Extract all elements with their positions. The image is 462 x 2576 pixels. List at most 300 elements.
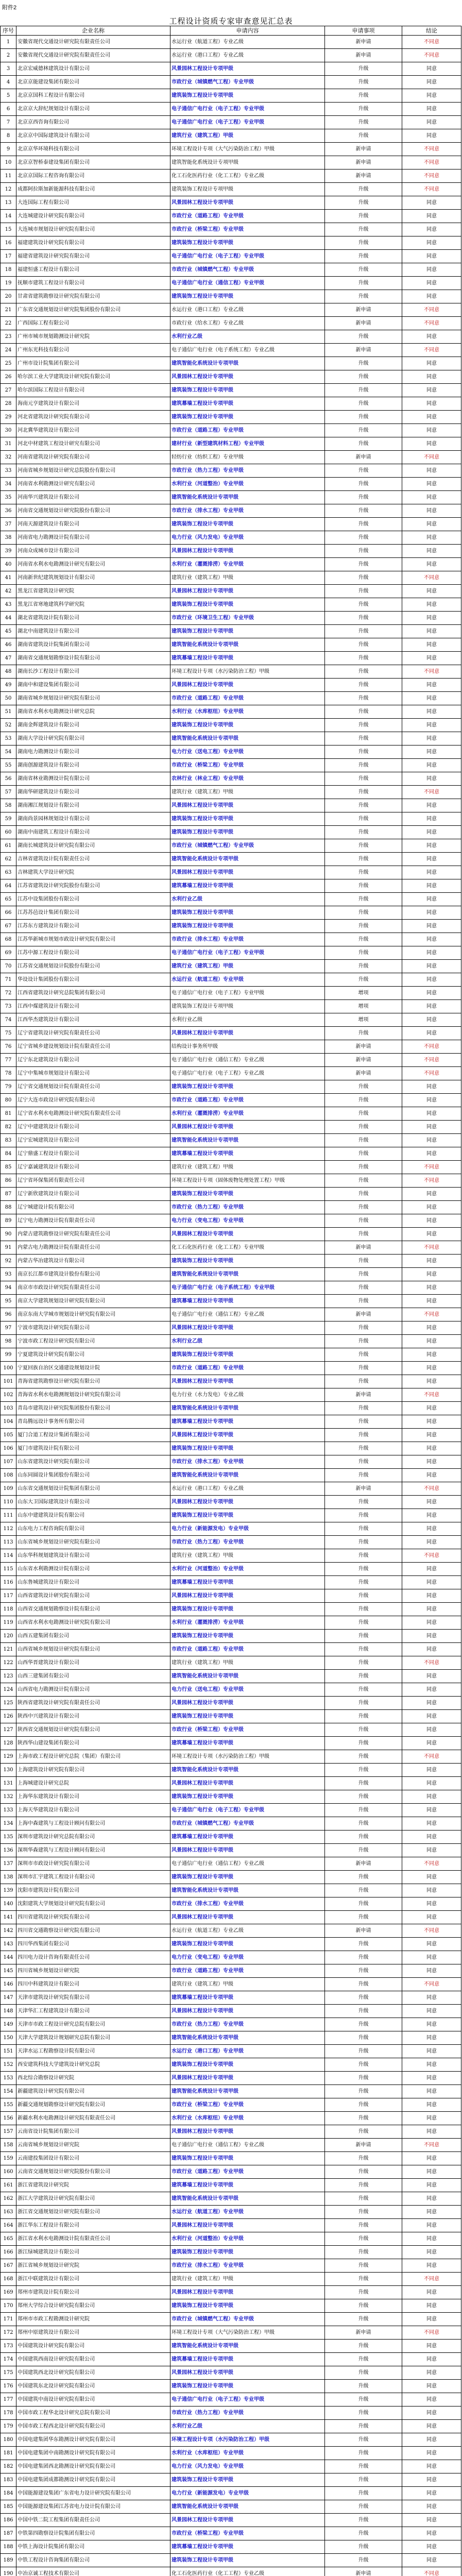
- table-row: [1, 464, 461, 478]
- application-content-cell: 建筑幕墙工程设计专项甲级: [170, 2540, 325, 2554]
- row-number: 69: [1, 946, 16, 960]
- application-type-cell: 升级: [325, 1429, 402, 1442]
- row-number: 24: [1, 344, 16, 357]
- row-number: 33: [1, 464, 16, 478]
- table-row: [1, 1589, 461, 1603]
- table-row: [1, 2393, 461, 2406]
- table-row: [1, 250, 461, 263]
- conclusion-cell: 不同意: [402, 1978, 461, 1991]
- application-type-cell: 升级: [325, 558, 402, 571]
- conclusion-cell: 同意: [402, 478, 461, 491]
- conclusion-cell: 同意: [402, 330, 461, 344]
- application-content-cell: 建筑装饰工程设计专项甲级: [170, 1790, 325, 1804]
- application-type-cell: 升级: [325, 1630, 402, 1643]
- company-name-cell: 湖南中和建设集团有限公司: [16, 679, 170, 692]
- application-type-cell: 升级: [325, 638, 402, 652]
- row-number: 137: [1, 1857, 16, 1871]
- application-content-cell: 建筑幕墙工程设计专项甲级: [170, 1415, 325, 1429]
- conclusion-cell: 同意: [402, 2072, 461, 2085]
- application-type-cell: 升级: [325, 1991, 402, 2005]
- row-number: 82: [1, 1121, 16, 1134]
- application-type-cell: 升级: [325, 1268, 402, 1281]
- table-row: [1, 424, 461, 437]
- table-row: [1, 129, 461, 143]
- application-type-cell: 升级: [325, 946, 402, 960]
- application-content-cell: 市政行业（热力工程）专业甲级: [170, 464, 325, 478]
- application-type-cell: 升级: [325, 2514, 402, 2527]
- company-name-cell: 厦门市建筑设计院有限公司: [16, 1442, 170, 1455]
- conclusion-cell: 同意: [402, 1228, 461, 1241]
- table-row: [1, 491, 461, 504]
- table-row: [1, 1482, 461, 1496]
- application-content-cell: 水利行业（河道整治）专业甲级: [170, 1563, 325, 1576]
- application-content-cell: 建筑装饰工程设计专项甲级: [170, 1188, 325, 1201]
- table-row: [1, 812, 461, 826]
- conclusion-cell: 同意: [402, 1255, 461, 1268]
- row-number: 27: [1, 384, 16, 397]
- row-number: 45: [1, 625, 16, 638]
- conclusion-cell: 不同意: [402, 49, 461, 62]
- application-content-cell: 农林行业（林业工程）专业甲级: [170, 772, 325, 786]
- company-name-cell: 郑州市市政工程勘测设计研究院: [16, 2313, 170, 2326]
- application-content-cell: 水运行业（港口工程）专业乙级: [170, 1482, 325, 1496]
- company-name-cell: 上海天华建筑设计有限公司: [16, 1804, 170, 1817]
- conclusion-cell: 同意: [402, 2487, 461, 2500]
- table-row: [1, 625, 461, 638]
- application-type-cell: 升级: [325, 2487, 402, 2500]
- row-number: 105: [1, 1429, 16, 1442]
- company-name-cell: 河北省建筑设计研究院有限公司: [16, 411, 170, 424]
- company-name-cell: 浙江省水利水电勘测设计院有限责任公司: [16, 2232, 170, 2246]
- row-number: 118: [1, 1603, 16, 1616]
- row-number: 20: [1, 290, 16, 303]
- application-content-cell: 电力行业（新能源发电）专业甲级: [170, 1522, 325, 1536]
- table-row: [1, 1442, 461, 1455]
- application-type-cell: 新申请: [325, 317, 402, 330]
- conclusion-cell: 同意: [402, 1884, 461, 1897]
- company-name-cell: 河南省建筑设计研究院有限公司: [16, 451, 170, 464]
- conclusion-cell: 同意: [402, 2473, 461, 2487]
- application-type-cell: 升级: [325, 2393, 402, 2406]
- application-content-cell: 建筑智能化系统设计专项甲级: [170, 2500, 325, 2514]
- application-content-cell: 水利行业（灌溉排涝）专业甲级: [170, 1107, 325, 1121]
- company-name-cell: 广西国际工程有限公司: [16, 317, 170, 330]
- conclusion-cell: 同意: [402, 437, 461, 451]
- company-name-cell: 宁波市政工程设计研究院有限公司: [16, 1335, 170, 1348]
- company-name-cell: 安徽省现代交通设计研究院有限责任公司: [16, 36, 170, 49]
- row-number: 63: [1, 866, 16, 879]
- company-name-cell: 湖南省水利水电勘测设计研究总院: [16, 705, 170, 719]
- row-number: 186: [1, 2514, 16, 2527]
- conclusion-cell: 同意: [402, 1188, 461, 1201]
- row-number: 80: [1, 1094, 16, 1107]
- table-row: [1, 1951, 461, 1964]
- company-name-cell: 浙江省城乡规划设计研究院: [16, 2259, 170, 2273]
- table-row: [1, 2219, 461, 2232]
- application-type-cell: 升级: [325, 411, 402, 424]
- conclusion-cell: 同意: [402, 973, 461, 987]
- row-number: 15: [1, 223, 16, 236]
- conclusion-cell: 同意: [402, 250, 461, 263]
- company-name-cell: 浙江绿城建筑设计有限公司: [16, 2246, 170, 2259]
- application-type-cell: 升级: [325, 732, 402, 745]
- table-row: [1, 1308, 461, 1321]
- row-number: 56: [1, 772, 16, 786]
- company-name-cell: 郑州中原建筑设计有限公司: [16, 2326, 170, 2340]
- table-row: [1, 1174, 461, 1188]
- application-type-cell: 升级: [325, 1455, 402, 1469]
- application-content-cell: 水利行业（灌溉排涝）专业甲级: [170, 1616, 325, 1630]
- row-number: 116: [1, 1576, 16, 1589]
- application-content-cell: 建筑行业（建筑工程）甲级: [170, 786, 325, 799]
- row-number: 93: [1, 1268, 16, 1281]
- row-number: 122: [1, 1656, 16, 1670]
- row-number: 90: [1, 1228, 16, 1241]
- company-name-cell: 河南华兴建筑设计有限公司: [16, 491, 170, 504]
- application-content-cell: 水利行业乙级: [170, 1013, 325, 1027]
- company-name-cell: 湖南创源建筑设计有限公司: [16, 759, 170, 772]
- conclusion-cell: 同意: [402, 1107, 461, 1121]
- company-name-cell: 河南省城乡规划设计研究总院股份有限公司: [16, 464, 170, 478]
- conclusion-cell: 同意: [402, 2313, 461, 2326]
- application-content-cell: 风景园林工程设计专项甲级: [170, 1375, 325, 1388]
- application-content-cell: 建筑智能化系统设计专项甲级: [170, 1469, 325, 1482]
- row-number: 169: [1, 2286, 16, 2299]
- application-content-cell: 风景园林工程设计专项甲级: [170, 1589, 325, 1603]
- application-content-cell: 化工石化医药行业（化工工程）专业乙级: [170, 170, 325, 183]
- conclusion-cell: 同意: [402, 2192, 461, 2206]
- document-title: 工程设计资质专家审查意见汇总表: [169, 16, 293, 26]
- company-name-cell: 河南天源建筑设计有限公司: [16, 518, 170, 531]
- conclusion-cell: 同意: [402, 2380, 461, 2393]
- application-type-cell: 升级: [325, 2165, 402, 2179]
- row-number: 67: [1, 920, 16, 933]
- conclusion-cell: 同意: [402, 1536, 461, 1549]
- company-name-cell: 四川电力设计咨询有限责任公司: [16, 1951, 170, 1964]
- company-name-cell: 江苏中源工程设计有限公司: [16, 946, 170, 960]
- table-row: [1, 866, 461, 879]
- table-row: [1, 1630, 461, 1643]
- application-content-cell: 建筑装饰工程设计专项甲级: [170, 2380, 325, 2393]
- conclusion-cell: 同意: [402, 1335, 461, 1348]
- application-content-cell: 建筑智能化系统设计专项甲级: [170, 491, 325, 504]
- table-row: [1, 1697, 461, 1710]
- application-content-cell: 建筑装饰工程设计专项甲级: [170, 826, 325, 839]
- conclusion-cell: 同意: [402, 1643, 461, 1656]
- table-row: [1, 2058, 461, 2072]
- company-name-cell: 山西三建集团有限公司: [16, 1670, 170, 1683]
- application-content-cell: 建筑幕墙工程设计专项甲级: [170, 1295, 325, 1308]
- company-name-cell: 辽宁省城乡建设规划设计院有限责任公司: [16, 1040, 170, 1054]
- company-name-cell: 浙江省交通规划设计研究院有限公司: [16, 2206, 170, 2219]
- application-type-cell: 升级: [325, 719, 402, 732]
- table-row: [1, 1054, 461, 1067]
- application-content-cell: 市政行业（道路工程）专业甲级: [170, 1094, 325, 1107]
- company-name-cell: 中国电建集团成都勘测设计研究院有限公司: [16, 2473, 170, 2487]
- application-type-cell: 升级: [325, 1321, 402, 1335]
- application-content-cell: 建筑装饰工程设计专项甲级: [170, 625, 325, 638]
- conclusion-cell: 同意: [402, 2286, 461, 2299]
- conclusion-cell: 同意: [402, 1214, 461, 1228]
- table-row: [1, 1429, 461, 1442]
- table-row: [1, 1670, 461, 1683]
- table-row: [1, 1281, 461, 1295]
- application-content-cell: 建材行业（新型建筑材料工程）专业甲级: [170, 437, 325, 451]
- company-name-cell: 中国建筑中南设计研究院有限公司: [16, 2393, 170, 2406]
- row-number: 121: [1, 1643, 16, 1656]
- row-number: 29: [1, 411, 16, 424]
- conclusion-cell: 不同意: [402, 156, 461, 170]
- conclusion-cell: 同意: [402, 719, 461, 732]
- conclusion-cell: 同意: [402, 116, 461, 129]
- application-type-cell: 升级: [325, 464, 402, 478]
- table-row: [1, 1000, 461, 1013]
- conclusion-cell: 同意: [402, 1268, 461, 1281]
- conclusion-cell: 同意: [402, 62, 461, 76]
- conclusion-cell: 同意: [402, 2433, 461, 2447]
- row-number: 156: [1, 2112, 16, 2125]
- conclusion-cell: 同意: [402, 772, 461, 786]
- application-content-cell: 建筑装饰工程设计专项甲级: [170, 2246, 325, 2259]
- application-type-cell: 升级: [325, 1442, 402, 1455]
- application-type-cell: 新申请: [325, 2139, 402, 2152]
- company-name-cell: 浙江省建筑设计研究院: [16, 2179, 170, 2192]
- application-type-cell: 升级: [325, 1174, 402, 1188]
- application-content-cell: 电力行业（变电工程）专业甲级: [170, 1214, 325, 1228]
- conclusion-cell: 同意: [402, 2340, 461, 2353]
- table-row: [1, 236, 461, 250]
- company-name-cell: 天津华汇工程建筑设计有限公司: [16, 2005, 170, 2018]
- conclusion-cell: 同意: [402, 987, 461, 1000]
- application-type-cell: 升级: [325, 223, 402, 236]
- row-number: 172: [1, 2326, 16, 2340]
- row-number: 175: [1, 2366, 16, 2380]
- table-row: [1, 1496, 461, 1509]
- application-content-cell: 风景园林工程设计专项甲级: [170, 196, 325, 210]
- row-number: 9: [1, 143, 16, 156]
- application-type-cell: 升级: [325, 1121, 402, 1134]
- table-row: [1, 2500, 461, 2514]
- application-content-cell: 建筑行业（建筑工程）甲级: [170, 129, 325, 143]
- table-header-row: [1, 26, 461, 36]
- company-name-cell: 甘肃省建筑勘察设计研究院有限公司: [16, 290, 170, 303]
- company-name-cell: 河南省水利勘测设计研究有限公司: [16, 478, 170, 491]
- conclusion-cell: 不同意: [402, 1174, 461, 1188]
- row-number: 129: [1, 1750, 16, 1764]
- company-name-cell: 辽宁新欣建筑设计有限公司: [16, 1188, 170, 1201]
- table-row: [1, 2018, 461, 2031]
- table-row: [1, 1402, 461, 1415]
- conclusion-cell: 同意: [402, 277, 461, 290]
- company-name-cell: 辽宁鼎盛工程设计有限公司: [16, 1147, 170, 1161]
- row-number: 128: [1, 1737, 16, 1750]
- row-number: 143: [1, 1938, 16, 1951]
- conclusion-cell: 同意: [402, 2366, 461, 2380]
- application-content-cell: 建筑装饰工程设计专项甲级: [170, 2473, 325, 2487]
- table-row: [1, 2165, 461, 2179]
- application-content-cell: 市政行业（桥梁工程）专业甲级: [170, 1723, 325, 1737]
- conclusion-cell: 同意: [402, 1201, 461, 1214]
- application-type-cell: 升级: [325, 2299, 402, 2313]
- conclusion-cell: 同意: [402, 2406, 461, 2420]
- application-type-cell: 升级: [325, 826, 402, 839]
- row-number: 123: [1, 1670, 16, 1683]
- conclusion-cell: 同意: [402, 1375, 461, 1388]
- company-name-cell: 哈尔滨国际工程设计有限公司: [16, 384, 170, 397]
- conclusion-cell: 同意: [402, 1790, 461, 1804]
- application-type-cell: 升级: [325, 62, 402, 76]
- application-content-cell: 风景园林工程设计专项甲级: [170, 2072, 325, 2085]
- table-row: [1, 1764, 461, 1777]
- application-type-cell: 升级: [325, 745, 402, 759]
- row-number: 178: [1, 2406, 16, 2420]
- conclusion-cell: 同意: [402, 1429, 461, 1442]
- application-content-cell: 环境工程设计专项（水污染防治工程）甲级: [170, 2433, 325, 2447]
- application-type-cell: 升级: [325, 2246, 402, 2259]
- application-content-cell: 建筑装饰工程设计专项甲级: [170, 183, 325, 196]
- application-type-cell: 升级: [325, 2018, 402, 2031]
- row-number: 190: [1, 2567, 16, 2576]
- table-row: [1, 1040, 461, 1054]
- application-type-cell: 升级: [325, 76, 402, 89]
- company-name-cell: 辽宁城建设计院有限公司: [16, 1201, 170, 1214]
- company-name-cell: 西北综合勘察设计研究院: [16, 2072, 170, 2085]
- conclusion-cell: 同意: [402, 1697, 461, 1710]
- table-row: [1, 183, 461, 196]
- table-row: [1, 156, 461, 170]
- application-type-cell: 升级: [325, 1295, 402, 1308]
- application-type-cell: 升级: [325, 357, 402, 370]
- table-row: [1, 799, 461, 812]
- application-content-cell: 电子通信广电行业（电子工程）专业乙级: [170, 1067, 325, 1080]
- table-row: [1, 478, 461, 491]
- application-content-cell: 市政行业（热力工程）专业甲级: [170, 1201, 325, 1214]
- row-number: 66: [1, 906, 16, 920]
- application-type-cell: 升级: [325, 960, 402, 973]
- row-number: 46: [1, 638, 16, 652]
- table-row: [1, 384, 461, 397]
- application-content-cell: 电子通信广电行业（电子系统工程）专业甲级: [170, 1281, 325, 1295]
- company-name-cell: 哈尔滨工业大学建筑设计研究院有限公司: [16, 370, 170, 384]
- conclusion-cell: 同意: [402, 545, 461, 558]
- company-name-cell: 新疆水利水电勘测设计研究院有限责任公司: [16, 2112, 170, 2125]
- conclusion-cell: 不同意: [402, 1656, 461, 1670]
- row-number: 109: [1, 1482, 16, 1496]
- application-type-cell: 升级: [325, 1228, 402, 1241]
- table-row: [1, 103, 461, 116]
- table-row: [1, 437, 461, 451]
- application-content-cell: 风景园林工程设计专项甲级: [170, 370, 325, 384]
- conclusion-cell: 同意: [402, 210, 461, 223]
- table-row: [1, 1147, 461, 1161]
- application-type-cell: 升级: [325, 759, 402, 772]
- application-type-cell: 升级: [325, 1710, 402, 1723]
- row-number: 146: [1, 1978, 16, 1991]
- row-number: 83: [1, 1134, 16, 1147]
- conclusion-cell: 同意: [402, 692, 461, 705]
- application-type-cell: 升级: [325, 2259, 402, 2273]
- company-name-cell: 湖南长沙工程设计有限公司: [16, 665, 170, 679]
- row-number: 163: [1, 2206, 16, 2219]
- company-name-cell: 江苏东方建筑设计有限公司: [16, 920, 170, 933]
- conclusion-cell: 同意: [402, 745, 461, 759]
- row-number: 162: [1, 2192, 16, 2206]
- application-content-cell: 建筑装饰工程设计专项甲级: [170, 1871, 325, 1884]
- row-number: 26: [1, 370, 16, 384]
- conclusion-cell: 同意: [402, 504, 461, 518]
- application-type-cell: 升级: [325, 397, 402, 411]
- conclusion-cell: 同意: [402, 1094, 461, 1107]
- company-name-cell: 中国市政工程华北设计研究总院有限公司: [16, 2406, 170, 2420]
- table-row: [1, 612, 461, 625]
- table-row: [1, 2366, 461, 2380]
- table-row: [1, 1321, 461, 1335]
- company-name-cell: 江西华杰建筑设计有限公司: [16, 1013, 170, 1027]
- application-type-cell: 升级: [325, 1897, 402, 1911]
- company-name-cell: 山东华科规划建筑设计有限公司: [16, 1549, 170, 1563]
- application-type-cell: 升级: [325, 545, 402, 558]
- application-content-cell: 风景园林工程设计专项甲级: [170, 1429, 325, 1442]
- table-row: [1, 2259, 461, 2273]
- application-type-cell: 升级: [325, 1670, 402, 1683]
- application-type-cell: 升级: [325, 1656, 402, 1670]
- company-name-cell: 成都阿拉斯加新能源科技有限公司: [16, 183, 170, 196]
- table-row: [1, 745, 461, 759]
- header-no: 序号: [1, 26, 16, 36]
- conclusion-cell: 同意: [402, 2299, 461, 2313]
- application-content-cell: 风景园林工程设计专项甲级: [170, 2125, 325, 2139]
- company-name-cell: 辽宁中集城市规划设计有限公司: [16, 1067, 170, 1080]
- company-name-cell: 陕西中兴建筑设计有限公司: [16, 1710, 170, 1723]
- conclusion-cell: 同意: [402, 2125, 461, 2139]
- table-row: [1, 1897, 461, 1911]
- company-name-cell: 深圳市建筑设计研究总院有限公司: [16, 1831, 170, 1844]
- company-name-cell: 中国能源建设集团江苏省电力设计院有限公司: [16, 2500, 170, 2514]
- table-row: [1, 1335, 461, 1348]
- conclusion-cell: 不同意: [402, 2326, 461, 2340]
- application-content-cell: 市政行业（道路工程）专业甲级: [170, 1964, 325, 1978]
- conclusion-cell: 同意: [402, 2259, 461, 2273]
- table-row: [1, 1188, 461, 1201]
- company-name-cell: 山东省建筑设计研究院有限公司: [16, 1455, 170, 1469]
- table-row: [1, 531, 461, 545]
- company-name-cell: 深圳市汇宇建筑工程设计有限公司: [16, 1871, 170, 1884]
- row-number: 189: [1, 2554, 16, 2567]
- company-name-cell: 四川中科建筑设计有限公司: [16, 1978, 170, 1991]
- conclusion-cell: 同意: [402, 853, 461, 866]
- company-name-cell: 郑州市建筑设计院有限公司: [16, 2286, 170, 2299]
- table-row: [1, 397, 461, 411]
- company-name-cell: 湖南尚景园林规划设计有限公司: [16, 812, 170, 826]
- table-row: [1, 638, 461, 652]
- conclusion-cell: 不同意: [402, 1308, 461, 1321]
- company-name-cell: 中国建筑东北设计研究院有限公司: [16, 2380, 170, 2393]
- application-type-cell: 升级: [325, 2313, 402, 2326]
- conclusion-cell: 同意: [402, 2353, 461, 2366]
- company-name-cell: 内蒙古电力勘测设计院有限责任公司: [16, 1241, 170, 1255]
- application-content-cell: 建筑行业（建筑工程）甲级: [170, 2273, 325, 2286]
- application-type-cell: 升级: [325, 2366, 402, 2380]
- table-row: [1, 370, 461, 384]
- application-content-cell: 电子通信广电行业（电子工程）专业甲级: [170, 250, 325, 263]
- application-content-cell: 风景园林工程设计专项甲级: [170, 2286, 325, 2299]
- company-name-cell: 沈阳市建筑设计院有限公司: [16, 1884, 170, 1897]
- application-content-cell: 市政行业（热力工程）专业甲级: [170, 1536, 325, 1549]
- table-row: [1, 652, 461, 665]
- application-content-cell: 建筑智能化系统设计专项甲级: [170, 2085, 325, 2098]
- application-type-cell: 升级: [325, 1415, 402, 1429]
- company-name-cell: 宁夏建筑设计研究院有限公司: [16, 1348, 170, 1362]
